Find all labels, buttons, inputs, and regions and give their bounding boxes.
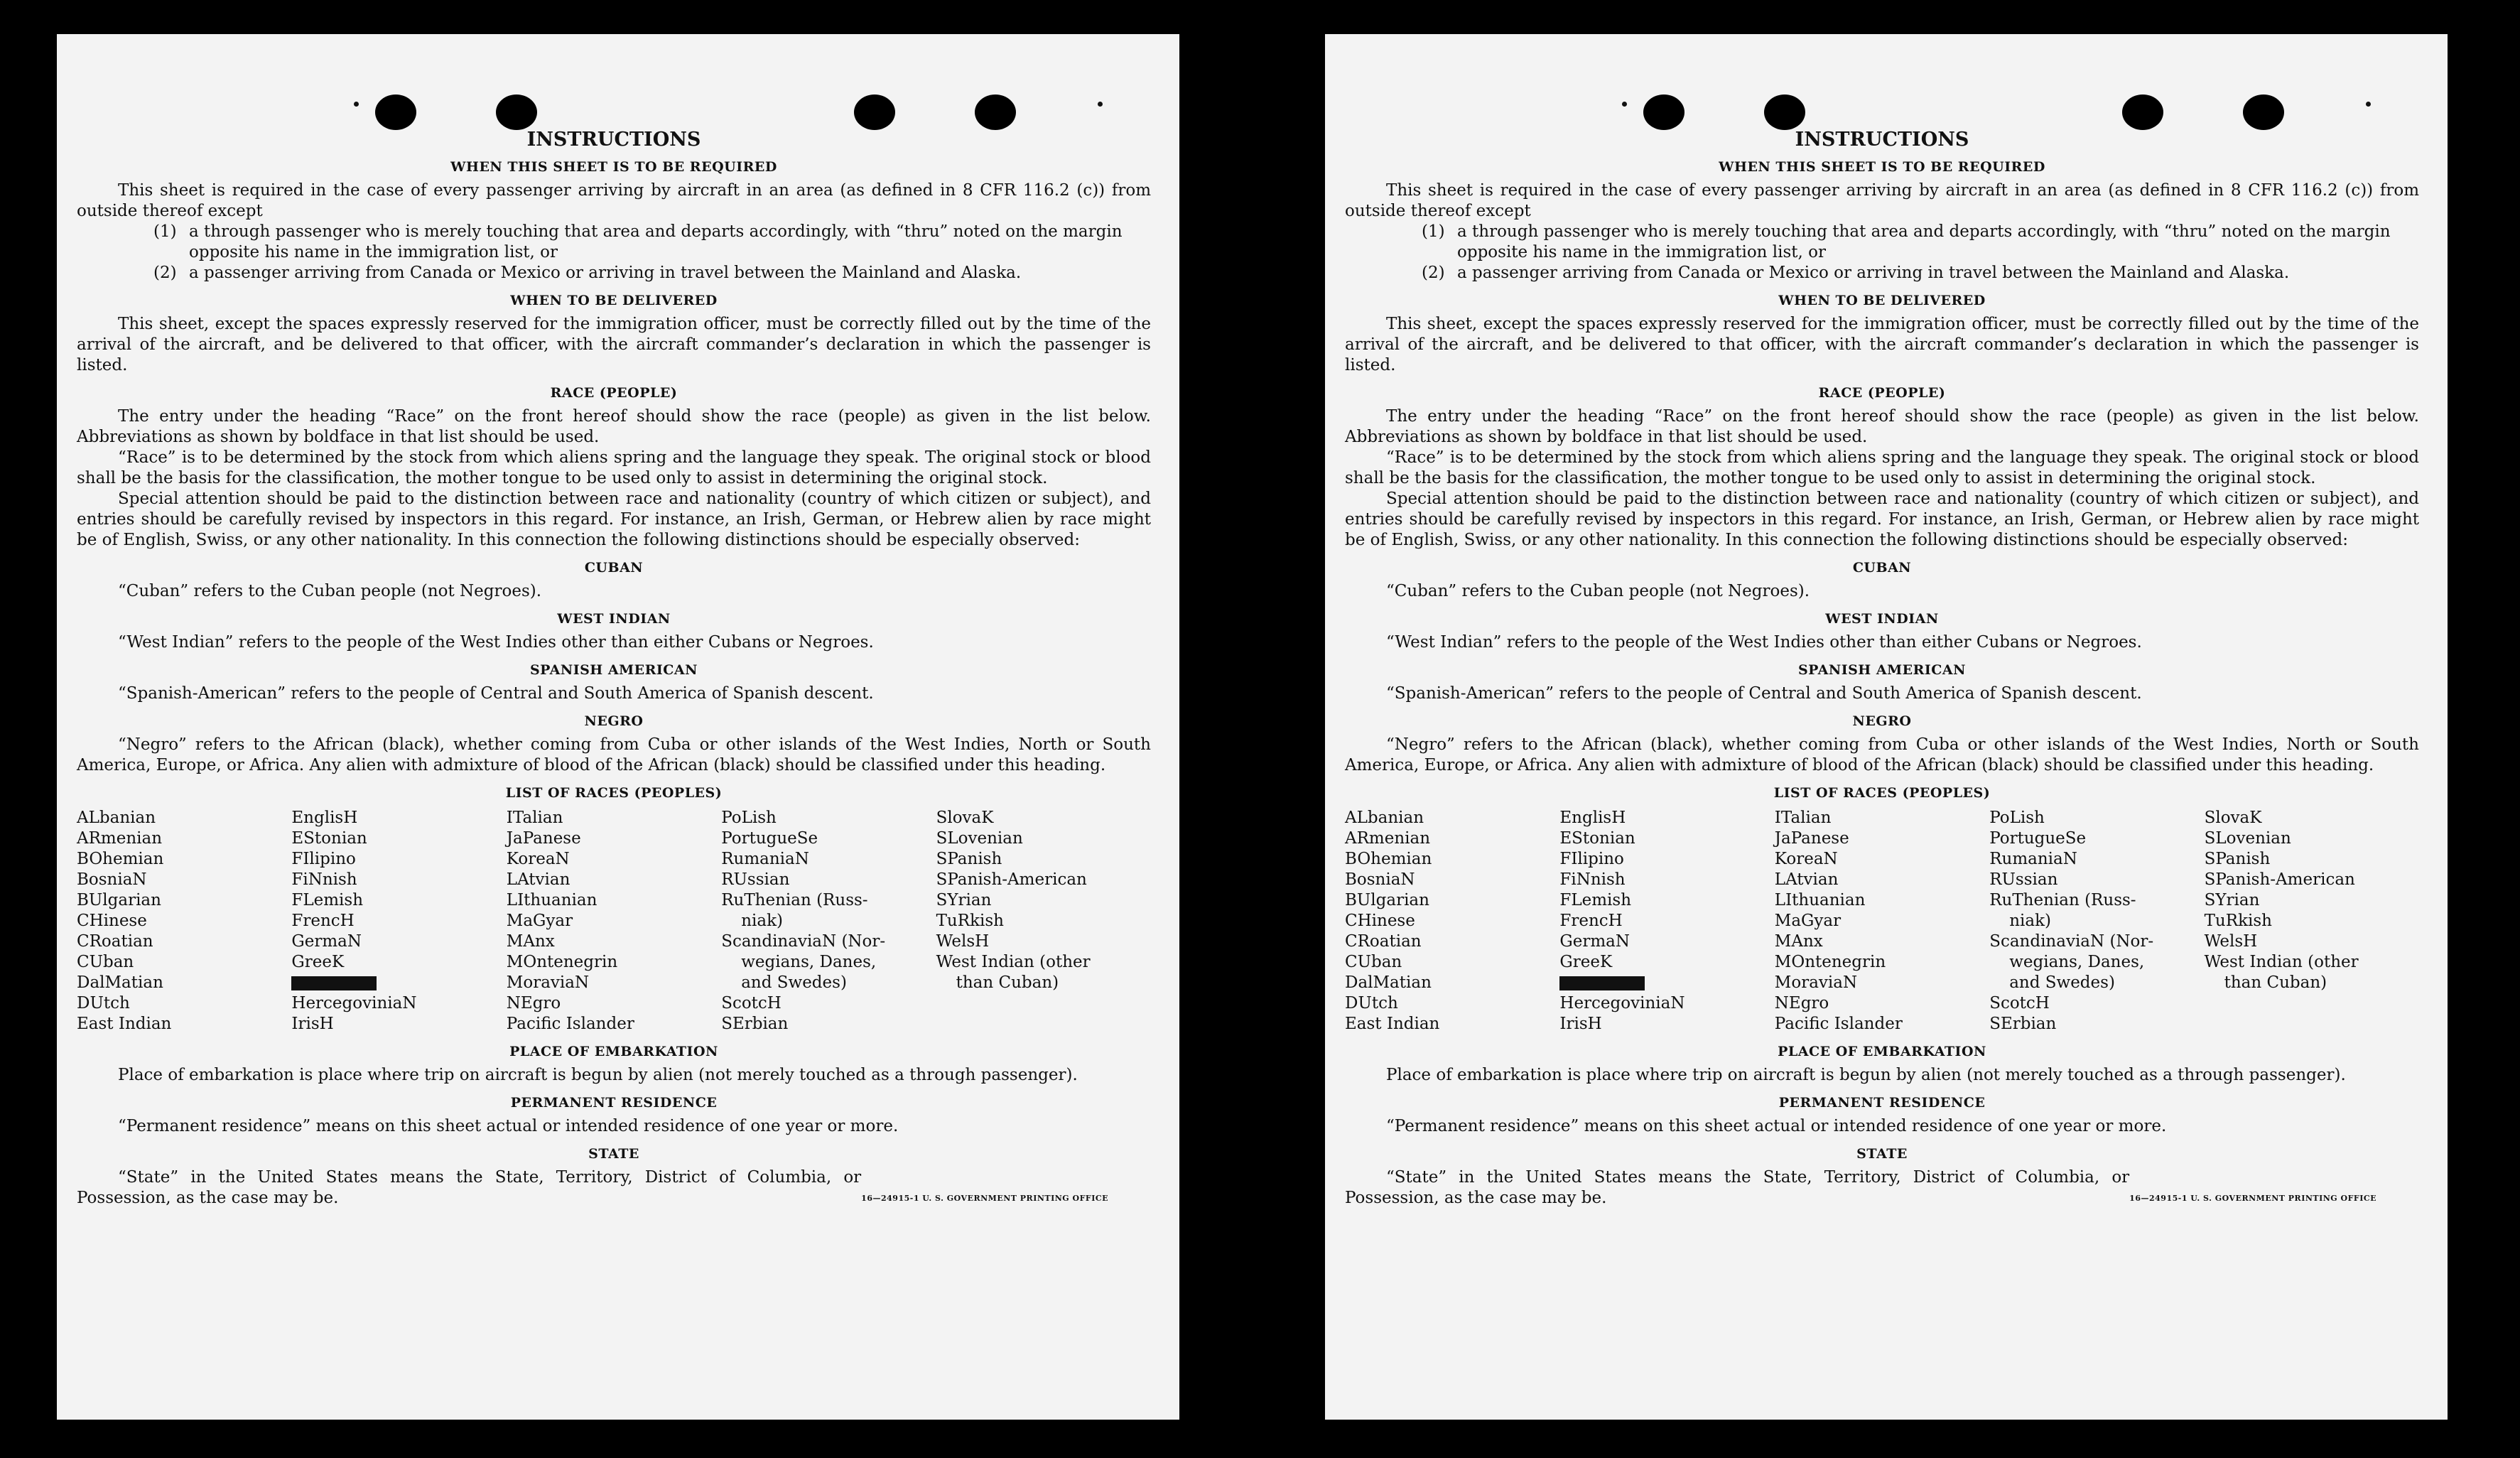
race-entry: LIthuanian xyxy=(1774,891,1866,909)
races-column xyxy=(77,808,291,1035)
races-column xyxy=(507,808,721,1035)
race-entry: SLovenian xyxy=(936,829,1023,848)
race-entry: SPanish xyxy=(2204,850,2271,868)
paragraph-spanish-american: “Spanish-American” refers to the people of Central and South America of Spanish descent. xyxy=(1386,684,2142,703)
heading-state: STATE xyxy=(1856,1146,1908,1162)
printer-imprint: 16—24915-1 U. S. GOVERNMENT PRINTING OFFICE xyxy=(2129,1194,2376,1203)
heading-west-indian: WEST INDIAN xyxy=(1825,611,1939,627)
paragraph-negro: “Negro” refers to the African (black), whether coming from Cuba or other islands of the West Indies, North or South America, Europe, or Africa. Any alien with admixture of blood of the African (black) should be classified under this heading. xyxy=(1345,735,2419,774)
race-entry: EnglisH xyxy=(291,809,358,827)
race-entry: MoraviaN xyxy=(1774,973,1858,992)
race-entry: BOhemian xyxy=(77,850,164,868)
race-entry: EnglisH xyxy=(1559,809,1626,827)
footer xyxy=(1345,1167,2419,1209)
race-entry: niak) xyxy=(2009,912,2051,930)
race-entry: ScotcH xyxy=(721,994,782,1012)
item-text: a passenger arriving from Canada or Mexico or arriving in travel between the Mainland and Alaska. xyxy=(189,264,1022,282)
race-entry: FrencH xyxy=(291,912,355,930)
race-entry: FiNnish xyxy=(291,870,357,889)
race-entry: DalMatian xyxy=(77,973,163,992)
item-text: a through passenger who is merely touching that area and departs accordingly, with “thru” noted on the margin opposite his name in the immigration list, or xyxy=(189,222,1123,261)
race-entry: and Swedes) xyxy=(2009,973,2115,992)
race-entry: LAtvian xyxy=(506,870,570,889)
race-entry: BosniaN xyxy=(1345,870,1415,889)
race-entry: SPanish-American xyxy=(2204,870,2355,889)
race-entry: PortugueSe xyxy=(721,829,818,848)
paragraph-delivered: This sheet, except the spaces expressly reserved for the immigration officer, must be correctly filled out by the time of the arrival of the aircraft, and be delivered to that officer, with the aircraft commander’s declaration in which the passenger is listed. xyxy=(1345,315,2419,374)
doc-title: INSTRUCTIONS xyxy=(1795,129,1969,151)
paragraph-west-indian: “West Indian” refers to the people of the West Indies other than either Cubans or Negroes. xyxy=(1386,633,2142,652)
heading-cuban: CUBAN xyxy=(1852,560,1912,576)
exception-item xyxy=(1422,222,2419,263)
paragraph-embarkation: Place of embarkation is place where trip on aircraft is begun by alien (not merely touched as a through passenger). xyxy=(118,1066,1078,1084)
paragraph-required: This sheet is required in the case of every passenger arriving by aircraft in an area (as defined in 8 CFR 116.2 (c)) from outside thereof except xyxy=(1345,181,2419,220)
races-column xyxy=(1559,808,1774,1035)
race-entry: CHinese xyxy=(77,912,147,930)
heading-state: STATE xyxy=(588,1146,639,1162)
paragraph-state: “State” in the United States means the State, Territory, District of Columbia, or Possession, as the case may be. xyxy=(77,1168,862,1207)
race-entry: ARmenian xyxy=(1345,829,1431,848)
item-number: (2) xyxy=(153,264,177,282)
heading-embarkation: PLACE OF EMBARKATION xyxy=(509,1044,718,1059)
race-entry: ScandinaviaN (Nor- xyxy=(721,932,886,951)
punch-dot xyxy=(1098,102,1103,107)
race-entry-redacted xyxy=(1559,973,1774,993)
paragraph-race-2: “Race” is to be determined by the stock from which aliens spring and the language they speak. The original stock or blood shall be the basis for the classification, the mother tongue to be used only to assist in determining the original stock. xyxy=(77,448,1151,487)
race-entry: CUban xyxy=(1345,953,1402,971)
race-entry: DUtch xyxy=(1345,994,1398,1012)
race-entry: LIthuanian xyxy=(506,891,597,909)
paragraph-embarkation: Place of embarkation is place where trip on aircraft is begun by alien (not merely touched as a through passenger). xyxy=(1386,1066,2346,1084)
document-page-left xyxy=(57,34,1179,1420)
instructions-text xyxy=(77,121,1151,1209)
punch-dot xyxy=(354,102,359,107)
race-entry: RumaniaN xyxy=(1989,850,2077,868)
race-entry: ScandinaviaN (Nor- xyxy=(1989,932,2154,951)
printer-imprint: 16—24915-1 U. S. GOVERNMENT PRINTING OFFICE xyxy=(861,1194,1108,1203)
paragraph-race-1: The entry under the heading “Race” on the front hereof should show the race (people) as given in the list below. Abbreviations as shown by boldface in that list should be used. xyxy=(77,407,1151,446)
race-entry: WelsH xyxy=(2204,932,2258,951)
race-entry: PortugueSe xyxy=(1989,829,2087,848)
exception-item xyxy=(1422,263,2419,284)
race-entry: ARmenian xyxy=(77,829,163,848)
heading-spanish-american: SPANISH AMERICAN xyxy=(529,662,698,678)
race-entry: West Indian (other xyxy=(2204,953,2359,971)
heading-list-of-races: LIST OF RACES (PEOPLES) xyxy=(505,785,723,801)
heading-when-delivered: WHEN TO BE DELIVERED xyxy=(510,293,718,308)
races-column xyxy=(1989,808,2204,1035)
paragraph-cuban: “Cuban” refers to the Cuban people (not Negroes). xyxy=(1386,582,1810,600)
races-column xyxy=(2205,808,2419,1035)
race-entry: SLovenian xyxy=(2204,829,2291,848)
paragraph-spanish-american: “Spanish-American” refers to the people of Central and South America of Spanish descent. xyxy=(118,684,874,703)
race-entry: Pacific Islander xyxy=(506,1015,634,1033)
race-entry: TuRkish xyxy=(2204,912,2272,930)
races-column xyxy=(1775,808,1989,1035)
races-column xyxy=(291,808,506,1035)
heading-negro: NEGRO xyxy=(1852,713,1912,729)
race-entry: wegians, Danes, xyxy=(2009,953,2145,971)
races-list xyxy=(77,808,1151,1035)
race-entry: SErbian xyxy=(721,1015,789,1033)
race-entry: RUssian xyxy=(1989,870,2058,889)
race-entry: ITalian xyxy=(506,809,563,827)
redaction-mark xyxy=(291,976,377,990)
race-entry: RUssian xyxy=(721,870,790,889)
heading-west-indian: WEST INDIAN xyxy=(557,611,671,627)
race-entry: BosniaN xyxy=(77,870,147,889)
footer xyxy=(77,1167,1151,1209)
race-entry: than Cuban) xyxy=(956,973,1059,992)
heading-race: RACE (PEOPLE) xyxy=(1818,385,1946,401)
race-entry: SPanish xyxy=(936,850,1002,868)
race-entry: NEgro xyxy=(506,994,561,1012)
races-list xyxy=(1345,808,2419,1035)
paragraph-delivered: This sheet, except the spaces expressly reserved for the immigration officer, must be correctly filled out by the time of the arrival of the aircraft, and be delivered to that officer, with the aircraft commander’s declaration in which the passenger is listed. xyxy=(77,315,1151,374)
race-entry: MOntenegrin xyxy=(1774,953,1886,971)
race-entry: and Swedes) xyxy=(741,973,847,992)
race-entry: LAtvian xyxy=(1774,870,1839,889)
race-entry: FrencH xyxy=(1559,912,1623,930)
race-entry: JaPanese xyxy=(506,829,581,848)
race-entry: MaGyar xyxy=(1774,912,1842,930)
race-entry: GreeK xyxy=(1559,953,1613,971)
race-entry: SPanish-American xyxy=(936,870,1087,889)
race-entry: SlovaK xyxy=(936,809,994,827)
heading-cuban: CUBAN xyxy=(584,560,644,576)
races-column xyxy=(721,808,936,1035)
race-entry: SYrian xyxy=(936,891,992,909)
race-entry: CRoatian xyxy=(1345,932,1422,951)
race-entry: RuThenian (Russ- xyxy=(721,891,868,909)
heading-embarkation: PLACE OF EMBARKATION xyxy=(1778,1044,1986,1059)
race-entry: DalMatian xyxy=(1345,973,1432,992)
heading-race: RACE (PEOPLE) xyxy=(550,385,678,401)
race-entry: wegians, Danes, xyxy=(741,953,877,971)
paragraph-race-1: The entry under the heading “Race” on the front hereof should show the race (people) as given in the list below. Abbreviations as shown by boldface in that list should be used. xyxy=(1345,407,2419,446)
race-entry: BUlgarian xyxy=(77,891,161,909)
item-text: a passenger arriving from Canada or Mexico or arriving in travel between the Mainland and Alaska. xyxy=(1457,264,2290,282)
heading-list-of-races: LIST OF RACES (PEOPLES) xyxy=(1773,785,1991,801)
heading-permanent-residence: PERMANENT RESIDENCE xyxy=(1778,1095,1986,1111)
paragraph-required: This sheet is required in the case of every passenger arriving by aircraft in an area (as defined in 8 CFR 116.2 (c)) from outside thereof except xyxy=(77,181,1151,220)
punch-dot xyxy=(2366,102,2371,107)
paragraph-race-3: Special attention should be paid to the distinction between race and nationality (country of which citizen or subject), and entries should be carefully revised by inspectors in this regard. For instance, an Irish, German, or Hebrew alien by race might be of English, Swiss, or any other nationality. In this connection the following distinctions should be especially observed: xyxy=(77,490,1151,549)
paragraph-permanent-residence: “Permanent residence” means on this sheet actual or intended residence of one year or more. xyxy=(1386,1117,2167,1135)
race-entry: FLemish xyxy=(1559,891,1632,909)
race-entry: ALbanian xyxy=(1345,809,1424,827)
race-entry: PoLish xyxy=(721,809,777,827)
race-entry: CRoatian xyxy=(77,932,153,951)
race-entry: BUlgarian xyxy=(1345,891,1429,909)
race-entry: MoraviaN xyxy=(506,973,590,992)
race-entry-redacted xyxy=(291,973,506,993)
document-page-right xyxy=(1325,34,2448,1420)
race-entry: MAnx xyxy=(506,932,555,951)
item-number: (1) xyxy=(1422,222,1445,241)
race-entry: than Cuban) xyxy=(2224,973,2327,992)
races-column xyxy=(1345,808,1559,1035)
race-entry: FiNnish xyxy=(1559,870,1626,889)
race-entry: TuRkish xyxy=(936,912,1004,930)
item-text: a through passenger who is merely touching that area and departs accordingly, with “thru” noted on the margin opposite his name in the immigration list, or xyxy=(1457,222,2391,261)
race-entry: CUban xyxy=(77,953,134,971)
race-entry: IrisH xyxy=(291,1015,334,1033)
instructions-text xyxy=(1345,121,2419,1209)
race-entry: GermaN xyxy=(1559,932,1631,951)
race-entry: MOntenegrin xyxy=(506,953,618,971)
race-entry: niak) xyxy=(741,912,783,930)
paragraph-negro: “Negro” refers to the African (black), whether coming from Cuba or other islands of the West Indies, North or South America, Europe, or Africa. Any alien with admixture of blood of the African (black) should be classified under this heading. xyxy=(77,735,1151,774)
race-entry: NEgro xyxy=(1774,994,1829,1012)
race-entry: CHinese xyxy=(1345,912,1415,930)
race-entry: SlovaK xyxy=(2204,809,2262,827)
races-column xyxy=(936,808,1151,1035)
race-entry: SErbian xyxy=(1989,1015,2057,1033)
race-entry: FIlipino xyxy=(291,850,356,868)
race-entry: FLemish xyxy=(291,891,364,909)
race-entry: EStonian xyxy=(1559,829,1635,848)
race-entry: HercegoviniaN xyxy=(1559,994,1685,1012)
exception-item xyxy=(153,263,1151,284)
race-entry: Pacific Islander xyxy=(1774,1015,1903,1033)
race-entry: KoreaN xyxy=(1774,850,1838,868)
paragraph-state: “State” in the United States means the State, Territory, District of Columbia, or Possession, as the case may be. xyxy=(1345,1168,2130,1207)
race-entry: ALbanian xyxy=(77,809,156,827)
race-entry: HercegoviniaN xyxy=(291,994,417,1012)
redaction-mark xyxy=(1559,976,1645,990)
heading-when-required: WHEN THIS SHEET IS TO BE REQUIRED xyxy=(450,159,777,175)
paragraph-race-2: “Race” is to be determined by the stock from which aliens spring and the language they speak. The original stock or blood shall be the basis for the classification, the mother tongue to be used only to assist in determining the original stock. xyxy=(1345,448,2419,487)
race-entry: East Indian xyxy=(77,1015,172,1033)
race-entry: BOhemian xyxy=(1345,850,1432,868)
doc-title: INSTRUCTIONS xyxy=(526,129,701,151)
paragraph-cuban: “Cuban” refers to the Cuban people (not Negroes). xyxy=(118,582,542,600)
exception-item xyxy=(153,222,1151,263)
race-entry: ITalian xyxy=(1774,809,1832,827)
paragraph-west-indian: “West Indian” refers to the people of the West Indies other than either Cubans or Negroes. xyxy=(118,633,874,652)
race-entry: EStonian xyxy=(291,829,367,848)
race-entry: ScotcH xyxy=(1989,994,2050,1012)
race-entry: JaPanese xyxy=(1774,829,1849,848)
race-entry: WelsH xyxy=(936,932,990,951)
race-entry: DUtch xyxy=(77,994,130,1012)
race-entry: SYrian xyxy=(2204,891,2260,909)
race-entry: MAnx xyxy=(1774,932,1823,951)
heading-spanish-american: SPANISH AMERICAN xyxy=(1797,662,1967,678)
heading-permanent-residence: PERMANENT RESIDENCE xyxy=(510,1095,718,1111)
race-entry: IrisH xyxy=(1559,1015,1602,1033)
race-entry: RumaniaN xyxy=(721,850,809,868)
race-entry: East Indian xyxy=(1345,1015,1440,1033)
race-entry: MaGyar xyxy=(506,912,573,930)
paragraph-permanent-residence: “Permanent residence” means on this sheet actual or intended residence of one year or more. xyxy=(118,1117,899,1135)
item-number: (1) xyxy=(153,222,177,241)
race-entry: GermaN xyxy=(291,932,362,951)
race-entry: KoreaN xyxy=(506,850,570,868)
race-entry: PoLish xyxy=(1989,809,2045,827)
heading-when-required: WHEN THIS SHEET IS TO BE REQUIRED xyxy=(1719,159,2045,175)
heading-when-delivered: WHEN TO BE DELIVERED xyxy=(1778,293,1986,308)
item-number: (2) xyxy=(1422,264,1445,282)
heading-negro: NEGRO xyxy=(584,713,644,729)
race-entry: GreeK xyxy=(291,953,345,971)
race-entry: RuThenian (Russ- xyxy=(1989,891,2136,909)
punch-dot xyxy=(1622,102,1627,107)
race-entry: West Indian (other xyxy=(936,953,1091,971)
paragraph-race-3: Special attention should be paid to the distinction between race and nationality (country of which citizen or subject), and entries should be carefully revised by inspectors in this regard. For instance, an Irish, German, or Hebrew alien by race might be of English, Swiss, or any other nationality. In this connection the following distinctions should be especially observed: xyxy=(1345,490,2419,549)
race-entry: FIlipino xyxy=(1559,850,1624,868)
